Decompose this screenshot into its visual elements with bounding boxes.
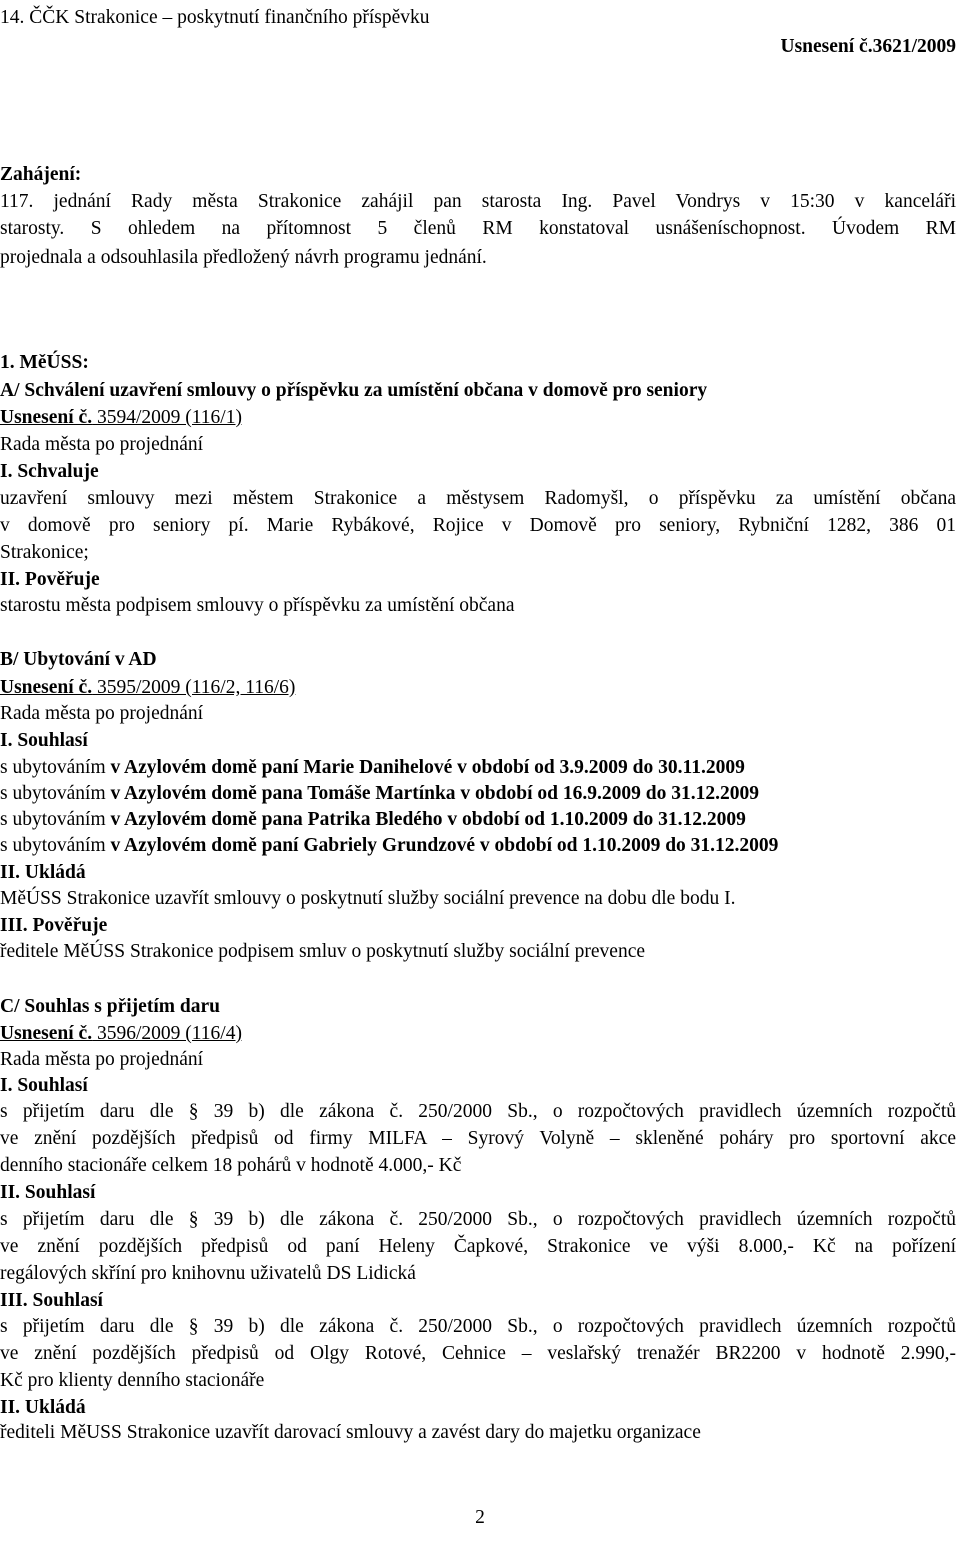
header-resolution-number: Usnesení č.3621/2009 xyxy=(780,36,956,57)
opening-line-1: 117. jednání Rady města Strakonice zahájil pan starosta Ing. Pavel Vondrys v 15:30 v kanceláři xyxy=(0,191,956,212)
paragraph-line: ředitele MěÚSS Strakonice podpisem smluv o poskytnutí služby sociální prevence xyxy=(0,941,646,962)
paragraph-line: s přijetím daru dle § 39 b) dle zákona č. 250/2000 Sb., o rozpočtových pravidlech územních rozpočtů xyxy=(0,1316,956,1337)
document-title: 14. ČČK Strakonice – poskytnutí finančního příspěvku xyxy=(0,7,430,28)
point-label: III. Souhlasí xyxy=(0,1290,103,1311)
accommodation-row: s ubytováním v Azylovém domě paní Gabriely Grundzové v období od 1.10.2009 do 31.12.2009 xyxy=(0,835,779,856)
point-label: I. Souhlasí xyxy=(0,1075,88,1096)
paragraph-line: MěÚSS Strakonice uzavřít smlouvy o poskytnutí služby sociální prevence na dobu dle bodu I. xyxy=(0,888,736,909)
paragraph-line: ve znění pozdějších předpisů od firmy MILFA – Syrový Volyně – skleněné poháry pro sportovní akce xyxy=(0,1128,956,1149)
resolution-label: Usnesení č. xyxy=(0,407,93,428)
paragraph-line: uzavření smlouvy mezi městem Strakonice a městysem Radomyšl, o příspěvku za umístění občana xyxy=(0,488,956,509)
paragraph-line: s přijetím daru dle § 39 b) dle zákona č. 250/2000 Sb., o rozpočtových pravidlech územních rozpočtů xyxy=(0,1101,956,1122)
item-heading: 1. MěÚSS: xyxy=(0,352,89,373)
point-label: I. Schvaluje xyxy=(0,461,99,482)
point-label: I. Souhlasí xyxy=(0,730,88,751)
council-line: Rada města po projednání xyxy=(0,1049,204,1070)
section-c-title: C/ Souhlas s přijetím daru xyxy=(0,996,220,1017)
paragraph-line: ve znění pozdějších předpisů od paní Heleny Čapkové, Strakonice ve výši 8.000,- Kč na pořízení xyxy=(0,1236,956,1257)
resolution-number: 3595/2009 (116/2, 116/6) xyxy=(92,677,296,698)
point-label: III. Pověřuje xyxy=(0,915,108,936)
section-a-title: A/ Schválení uzavření smlouvy o příspěvku za umístění občana v domově pro seniory xyxy=(0,380,708,401)
paragraph-line: v domově pro seniory pí. Marie Rybákové, Rojice v Domově pro seniory, Rybniční 1282, 386 01 xyxy=(0,515,956,536)
point-label: II. Ukládá xyxy=(0,1397,86,1418)
section-b-title: B/ Ubytování v AD xyxy=(0,649,157,670)
page-number: 2 xyxy=(475,1507,485,1528)
paragraph-line: denního stacionáře celkem 18 pohárů v hodnotě 4.000,- Kč xyxy=(0,1155,462,1176)
paragraph-line: Strakonice; xyxy=(0,542,89,563)
resolution-number: 3594/2009 (116/1) xyxy=(92,407,242,428)
point-label: II. Souhlasí xyxy=(0,1182,96,1203)
paragraph-line: regálových skříní pro knihovnu uživatelů DS Lidická xyxy=(0,1263,416,1284)
resolution-label: Usnesení č. xyxy=(0,1023,93,1044)
resolution-label: Usnesení č. xyxy=(0,677,93,698)
opening-line-2: starosty. S ohledem na přítomnost 5 členů RM konstatoval usnášeníschopnost. Úvodem RM xyxy=(0,218,956,239)
section-b-resolution xyxy=(0,674,295,701)
paragraph-line: starostu města podpisem smlouvy o příspěvku za umístění občana xyxy=(0,595,515,616)
accommodation-row: s ubytováním v Azylovém domě pana Patrika Bledého v období od 1.10.2009 do 31.12.2009 xyxy=(0,809,746,830)
point-label: II. Pověřuje xyxy=(0,569,100,590)
section-c-resolution xyxy=(0,1020,242,1047)
council-line: Rada města po projednání xyxy=(0,434,204,455)
opening-line-3: projednala a odsouhlasila předložený návrh programu jednání. xyxy=(0,247,487,268)
paragraph-line: řediteli MěUSS Strakonice uzavřít darovací smlouvy a zavést dary do majetku organizace xyxy=(0,1422,701,1443)
opening-heading: Zahájení: xyxy=(0,164,82,185)
accommodation-row: s ubytováním v Azylovém domě paní Marie Danihelové v období od 3.9.2009 do 30.11.2009 xyxy=(0,757,745,778)
council-line: Rada města po projednání xyxy=(0,703,204,724)
accommodation-row: s ubytováním v Azylovém domě pana Tomáše Martínka v období od 16.9.2009 do 31.12.2009 xyxy=(0,783,759,804)
paragraph-line: ve znění pozdějších předpisů od Olgy Rotové, Cehnice – veslařský trenažér BR2200 v hodnotě 2.990,- xyxy=(0,1343,956,1364)
point-label: II. Ukládá xyxy=(0,862,86,883)
paragraph-line: Kč pro klienty denního stacionáře xyxy=(0,1370,265,1391)
section-a-resolution xyxy=(0,404,242,431)
paragraph-line: s přijetím daru dle § 39 b) dle zákona č. 250/2000 Sb., o rozpočtových pravidlech územních rozpočtů xyxy=(0,1209,956,1230)
resolution-number: 3596/2009 (116/4) xyxy=(92,1023,242,1044)
